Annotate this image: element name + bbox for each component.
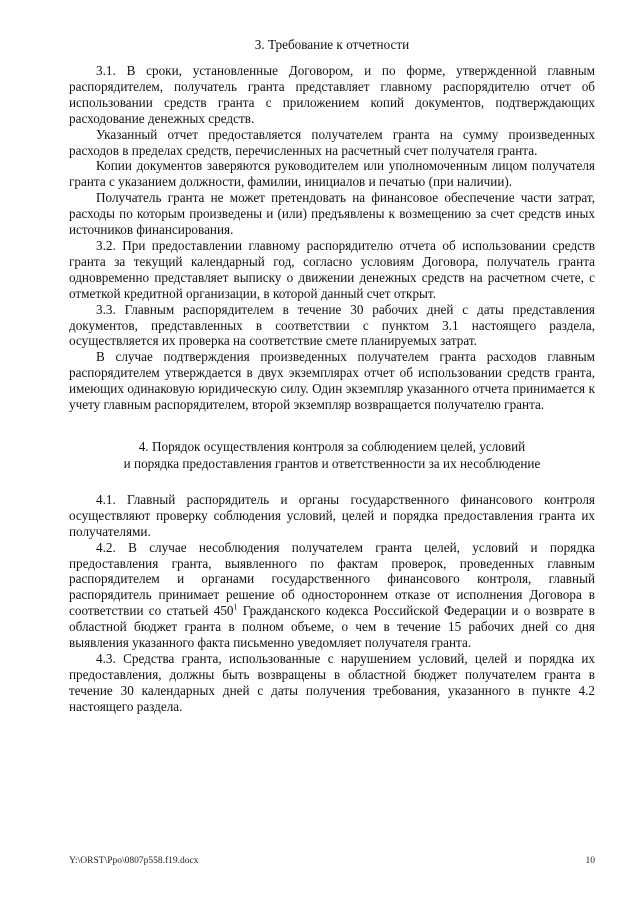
section-3-title: 3. Требование к отчетности — [254, 37, 410, 52]
document-body — [69, 36, 595, 715]
paragraph-3-1-copies: Копии документов заверяются руководителем или уполномоченным лицом получателя гранта с указанием должности, фамилии, инициалов и печатью (при наличии). — [69, 158, 595, 190]
paragraph-4-2-text-before: 4.2. В случае несоблюдения получателем гранта целей, условий и порядка предоставления гранта, выявленного по фактам проверок, проведенных главным распорядителем и органами государственного финансового контроля, главный распорядитель принимает решение об одностороннем отказе от исполнения Договора в соответствии со статьей 450 — [69, 539, 595, 619]
paragraph-3-3: 3.3. Главным распорядителем в течение 30 рабочих дней с даты представления документов, представленных в соответствии с пунктом 3.1 настоящего раздела, осуществляется их проверка на соответствие смете планируемых затрат. — [69, 301, 595, 349]
paragraph-3-1: 3.1. В сроки, установленные Договором, и по форме, утвержденной главным распорядителем, получатель гранта представляет главному распорядителю отчет об использовании средств гранта с приложением копий документов, подтверждающих расходование денежных средств. — [69, 63, 595, 126]
page-number: 10 — [585, 856, 595, 866]
article-superscript: 1 — [233, 602, 238, 612]
paragraph-3-1-claims: Получатель гранта не может претендовать на финансовое обеспечение части затрат, расходы по которым произведены и (или) предъявлены к возмещению за счет средств иных источников финансирования. — [69, 190, 595, 238]
paragraph-4-3: 4.3. Средства гранта, использованные с нарушением условий, целей и порядка их предоставления, должны быть возвращены в областной бюджет получателем гранта в течение 30 календарных дней с даты получения требования, указанного в пункте 4.2 настоящего раздела. — [69, 651, 595, 714]
paragraph-4-2-text-after: Гражданского кодекса Российской Федерации и о возврате в областной бюджет гранта в полном объеме, о чем в течение 15 рабочих дней со дня выявления указанного факта письменно уведомляет получателя гранта. — [69, 603, 595, 651]
paragraph-4-2 — [69, 540, 595, 651]
paragraph-3-3-approval: В случае подтверждения произведенных получателем гранта расходов главным распорядителем утверждается в двух экземплярах отчет об использовании средств гранта, имеющих одинаковую юридическую силу. Один экземпляр указанного отчета принимается к учету главным распорядителем, второй экземпляр возвращается получателю гранта. — [69, 349, 595, 413]
section-4-title-line-1: 4. Порядок осуществления контроля за соблюдением целей, условий — [138, 438, 526, 454]
paragraph-4-1: 4.1. Главный распорядитель и органы государственного финансового контроля осуществляют проверку соблюдения условий, целей и порядка предоставления гранта их получателями. — [69, 491, 595, 539]
paragraph-3-1-report: Указанный отчет предоставляется получателем гранта на сумму произведенных расходов в пределах средств, перечисленных на расчетный счет получателя гранта. — [69, 126, 595, 158]
paragraph-3-2: 3.2. При предоставлении главному распорядителю отчета об использовании средств гранта за текущий календарный год, согласно условиям Договора, получатель гранта одновременно представляет выписку о движении денежных средств на расчетном счете, с отметкой кредитной организации, в которой данный счет открыт. — [69, 237, 595, 301]
page-footer — [69, 856, 595, 866]
file-path: Y:\ORST\Ppo\0807p558.f19.docx — [69, 856, 199, 866]
section-4-title-line-2: и порядка предоставления грантов и ответственности за их несоблюдение — [123, 455, 541, 471]
